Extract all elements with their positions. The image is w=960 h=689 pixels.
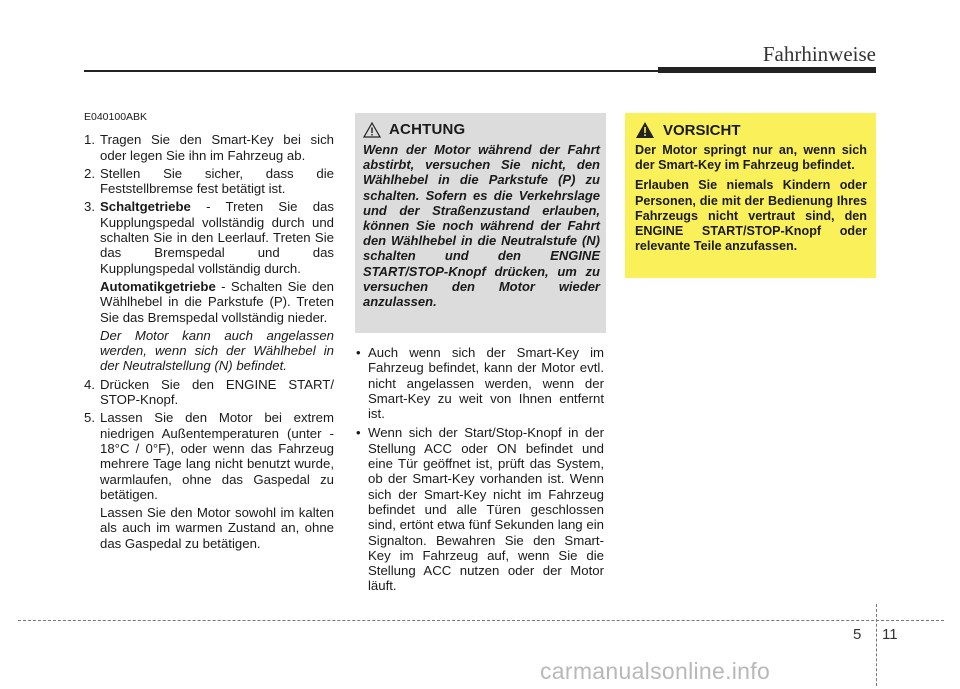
step-number: 5. <box>84 410 95 426</box>
bullet-item <box>356 425 604 593</box>
footer-divider <box>876 604 877 686</box>
footer-rule <box>18 620 944 621</box>
watermark: carmanualsonline.info <box>540 658 771 684</box>
warning-outline-icon <box>363 122 381 138</box>
step-text-manual: - Treten Sie das Kupplungspedal vollständig durch und schalten Sie in den Leerlauf. Treten Sie das Bremspedal und das Kupplungspedal vollständig durch. <box>100 199 334 276</box>
step-number: 3. <box>84 199 95 215</box>
step-label-manual: Schaltgetriebe <box>100 199 191 215</box>
vorsicht-title: VORSICHT <box>663 121 741 139</box>
step-number: 1. <box>84 132 95 148</box>
step-3-automatic <box>84 279 334 325</box>
achtung-box <box>355 113 606 333</box>
step-3-note: Der Motor kann auch angelassen werden, wenn sich der Wählhebel in der Neutralstellung (N) befindet. <box>100 327 334 374</box>
bullet-symbol: • <box>356 425 361 441</box>
achtung-header <box>363 121 600 138</box>
step-text <box>100 199 334 275</box>
step-text: Stellen Sie sicher, dass die Feststellbremse fest betätigt ist. <box>100 165 334 197</box>
notes-column <box>356 345 604 598</box>
header-rule <box>84 70 660 72</box>
bullet-text: Wenn sich der Start/Stop-Knopf in der Stellung ACC oder ON befindet und eine Tür geöffnet ist, prüft das System, ob der Smart-Key vorhanden ist. Wenn sich der Smart-Key nicht im Fahrzeug befindet und alle Türen geschlossen sind, ertönt etwa fünf Sekunden lang ein Signalton. Bewahren Sie den Smart-Key im Fahrzeug auf, wenn Sie die Stellung ACC nutzen oder der Motor läuft. <box>368 425 604 594</box>
warning-filled-icon <box>635 121 655 139</box>
vorsicht-header <box>635 121 867 139</box>
bullet-item <box>356 345 604 421</box>
step-text-automatic: - Schalten Sie den Wählhebel in die Parkstufe (P). Treten Sie das Bremspedal vollständig nieder. <box>100 278 334 325</box>
step-5-note: Lassen Sie den Motor sowohl im kalten als auch im warmen Zustand an, ohne das Gaspedal zu betätigen. <box>100 505 334 551</box>
chapter-number: 5 <box>853 626 862 643</box>
step-1 <box>84 132 334 163</box>
vorsicht-paragraph: Erlauben Sie niemals Kindern oder Personen, die mit der Bedienung Ihres Fahrzeugs nicht vertraut sind, den ENGINE START/STOP-Knopf oder relevante Teile anzufassen. <box>635 178 867 254</box>
step-4 <box>84 377 334 408</box>
bullet-text: Auch wenn sich der Smart-Key im Fahrzeug befindet, kann der Motor evtl. nicht angelassen werden, wenn der Smart-Key zu weit von Ihnen entfernt ist. <box>368 345 604 422</box>
step-3 <box>84 199 334 275</box>
step-text: Lassen Sie den Motor bei extrem niedrigen Außentemperaturen (unter - 18°C / 0°F), oder wenn das Fahrzeug mehrere Tage lang nicht benutzt wurde, warmlaufen, ohne das Gaspedal zu betätigen. <box>100 410 334 502</box>
step-number: 2. <box>84 165 95 181</box>
step-label-automatic: Automatikgetriebe <box>100 278 216 294</box>
step-text: Drücken Sie den ENGINE START/ STOP-Knopf. <box>100 376 334 408</box>
bullet-symbol: • <box>356 345 361 360</box>
step-number: 4. <box>84 376 95 392</box>
step-5 <box>84 410 334 502</box>
achtung-text: Wenn der Motor während der Fahrt abstirbt, versuchen Sie nicht, den Wählhebel in die Parkstufe (P) zu schalten. Sofern es die Verkehrslage und der Straßenzustand erlauben, können Sie noch während der Fahrt den Wählhebel in die Neutralstufe (N) schalten und den ENGINE START/STOP-Knopf drücken, um zu versuchen den Motor wieder anzulassen. <box>363 142 600 310</box>
step-2 <box>84 166 334 197</box>
header-rule-accent <box>658 67 876 73</box>
vorsicht-box <box>625 113 876 278</box>
achtung-title: ACHTUNG <box>389 121 466 138</box>
vorsicht-text <box>635 143 867 254</box>
section-code: E040100ABK <box>84 111 148 123</box>
step-text: Tragen Sie den Smart-Key bei sich oder legen Sie ihn im Fahrzeug ab. <box>100 132 334 163</box>
page-header-title: Fahrhinweise <box>762 42 876 66</box>
page-number: 11 <box>882 626 898 643</box>
vorsicht-paragraph: Der Motor springt nur an, wenn sich der Smart-Key im Fahrzeug befindet. <box>635 143 867 173</box>
instructions-column <box>84 110 334 554</box>
